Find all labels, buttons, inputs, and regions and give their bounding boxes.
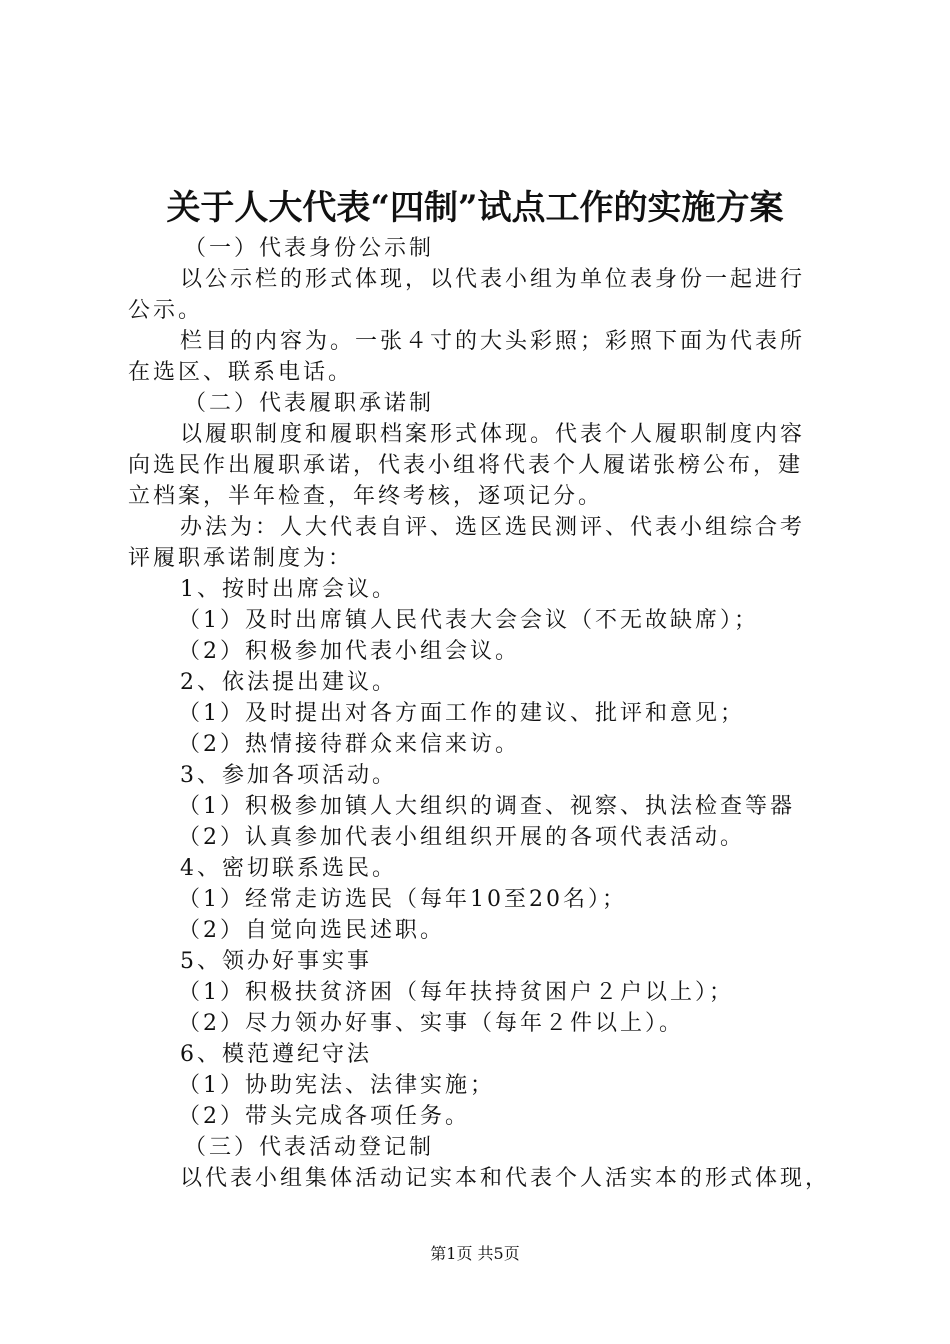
paragraph-line: 向选民作出履职承诺，代表小组将代表个人履诺张榜公布，建	[128, 453, 804, 478]
list-item: 6、模范遵纪守法	[180, 1042, 372, 1067]
list-subitem: （2）认真参加代表小组组织开展的各项代表活动。	[178, 825, 745, 850]
paragraph-line: 办法为：人大代表自评、选区选民测评、代表小组综合考	[180, 515, 806, 540]
list-item: 1、按时出席会议。	[180, 577, 397, 602]
section-heading: （二）代表履职承诺制	[184, 391, 435, 416]
list-subitem: （1）积极扶贫济困（每年扶持贫困户２户以上）；	[178, 980, 734, 1005]
paragraph-line: 以公示栏的形式体现，以代表小组为单位表身份一起进行	[180, 267, 806, 292]
paragraph-line: 公示。	[128, 298, 204, 323]
list-item: 4、密切联系选民。	[180, 856, 397, 881]
list-subitem: （1）经常走访选民（每年10至20名）；	[178, 887, 627, 912]
paragraph-line: 在选区、联系电话。	[128, 360, 354, 385]
paragraph-line: 栏目的内容为。一张４寸的大头彩照；彩照下面为代表所	[180, 329, 806, 354]
list-subitem: （1）协助宪法、法律实施；	[178, 1073, 495, 1098]
paragraph-line: 立档案，半年检查，年终考核，逐项记分。	[128, 484, 604, 509]
list-subitem: （2）热情接待群众来信来访。	[178, 732, 520, 757]
section-heading: （一）代表身份公示制	[184, 236, 435, 261]
list-item: 2、依法提出建议。	[180, 670, 397, 695]
list-item: 3、参加各项活动。	[180, 763, 397, 788]
paragraph-line: 评履职承诺制度为：	[128, 546, 354, 571]
list-subitem: （1）及时提出对各方面工作的建议、批评和意见；	[178, 701, 745, 726]
paragraph-line: 以代表小组集体活动记实本和代表个人活实本的形式体现，	[180, 1166, 831, 1191]
document-title: 关于人大代表“四制”试点工作的实施方案	[166, 188, 784, 228]
page-number-footer: 第1页 共5页	[430, 1244, 520, 1263]
list-subitem: （2）积极参加代表小组会议。	[178, 639, 520, 664]
list-subitem: （1）积极参加镇人大组织的调查、视察、执法检查等器	[178, 794, 795, 819]
document-body	[128, 233, 836, 1194]
list-subitem: （1）及时出席镇人民代表大会会议（不无故缺席）；	[178, 608, 759, 633]
paragraph-line: 以履职制度和履职档案形式体现。代表个人履职制度内容	[180, 422, 806, 447]
section-heading: （三）代表活动登记制	[184, 1135, 435, 1160]
list-subitem: （2）尽力领办好事、实事（每年２件以上）。	[178, 1011, 684, 1036]
list-item: 5、领办好事实事	[180, 949, 372, 974]
list-subitem: （2）自觉向选民述职。	[178, 918, 445, 943]
list-subitem: （2）带头完成各项任务。	[178, 1104, 470, 1129]
